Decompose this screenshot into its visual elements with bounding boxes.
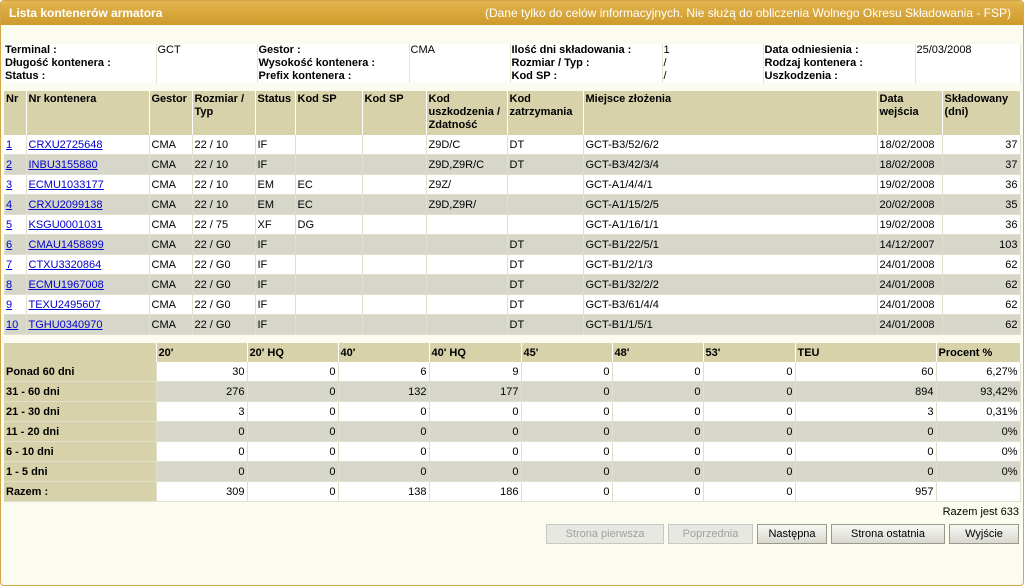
table-cell: EM [255, 195, 295, 215]
table-cell: 24/01/2008 [877, 275, 942, 295]
table-cell: 35 [942, 195, 1020, 215]
info-value [915, 70, 1020, 83]
summary-cell: 0% [936, 442, 1020, 462]
table-cell: 36 [942, 175, 1020, 195]
last-page-button[interactable]: Strona ostatnia [831, 524, 945, 544]
table-cell: 24/01/2008 [877, 295, 942, 315]
summary-cell: 0 [429, 402, 521, 422]
summary-cell: 3 [795, 402, 936, 422]
table-row [4, 255, 1020, 275]
summary-column-header: 45' [521, 343, 612, 362]
info-label: Terminal : [5, 44, 57, 56]
summary-cell: 186 [429, 482, 521, 502]
table-cell [426, 275, 507, 295]
table-cell [362, 235, 426, 255]
row-number-link[interactable]: 10 [6, 318, 19, 331]
summary-cell: 0 [703, 482, 795, 502]
table-cell [26, 235, 149, 255]
table-cell: 24/01/2008 [877, 255, 942, 275]
summary-row [4, 382, 1020, 402]
table-cell [426, 235, 507, 255]
summary-cell: 0 [247, 422, 338, 442]
summary-cell: 138 [338, 482, 429, 502]
table-cell: IF [255, 155, 295, 175]
container-number-link[interactable]: ECMU1967008 [28, 278, 104, 291]
table-cell: Z9D,Z9R/ [426, 195, 507, 215]
column-header[interactable]: Miejsce złożenia [583, 91, 877, 135]
summary-column-header: 20' HQ [247, 343, 338, 362]
table-cell: IF [255, 315, 295, 335]
summary-cell: 0 [156, 442, 247, 462]
summary-cell: 0 [612, 442, 703, 462]
summary-cell: 0 [612, 402, 703, 422]
table-cell [26, 195, 149, 215]
table-cell: 62 [942, 295, 1020, 315]
column-header[interactable]: Kod zatrzymania [507, 91, 583, 135]
table-cell: CMA [149, 155, 192, 175]
table-cell: GCT-A1/16/1/1 [583, 215, 877, 235]
summary-cell: 0 [429, 442, 521, 462]
info-label: Kod SP : [511, 70, 558, 82]
table-cell [426, 215, 507, 235]
info-label: Długość kontenera : [5, 57, 111, 69]
info-value: GCT [156, 44, 257, 57]
table-cell [507, 195, 583, 215]
table-cell: IF [255, 135, 295, 155]
summary-cell: 309 [156, 482, 247, 502]
summary-column-header: 40' HQ [429, 343, 521, 362]
table-cell: GCT-A1/4/4/1 [583, 175, 877, 195]
previous-page-button[interactable]: Poprzednia [668, 524, 753, 544]
summary-cell: 957 [795, 482, 936, 502]
table-cell: 14/12/2007 [877, 235, 942, 255]
table-cell [26, 275, 149, 295]
table-cell [26, 155, 149, 175]
summary-row-label: 6 - 10 dni [4, 442, 156, 462]
table-cell: GCT-B3/61/4/4 [583, 295, 877, 315]
table-cell: 62 [942, 255, 1020, 275]
row-number-link[interactable]: 6 [6, 238, 13, 251]
table-cell: GCT-B3/52/6/2 [583, 135, 877, 155]
row-number-link[interactable]: 1 [6, 138, 13, 151]
summary-cell: 0 [521, 482, 612, 502]
table-row [4, 295, 1020, 315]
table-cell: Z9D/C [426, 135, 507, 155]
table-cell [362, 155, 426, 175]
summary-column-header: Procent % [936, 343, 1020, 362]
table-cell [4, 295, 26, 315]
table-cell: 24/01/2008 [877, 315, 942, 335]
info-label: Rozmiar / Typ : [511, 57, 590, 69]
table-cell: 18/02/2008 [877, 135, 942, 155]
column-header[interactable]: Rozmiar / Typ [192, 91, 255, 135]
column-header[interactable]: Kod SP [362, 91, 426, 135]
summary-cell: 0 [612, 422, 703, 442]
summary-cell: 0 [795, 462, 936, 482]
table-cell: IF [255, 235, 295, 255]
table-cell: CMA [149, 135, 192, 155]
row-number-link[interactable]: 8 [6, 278, 13, 291]
summary-row [4, 462, 1020, 482]
table-cell [295, 155, 362, 175]
table-cell: 22 / G0 [192, 275, 255, 295]
summary-cell: 0 [247, 462, 338, 482]
table-row [4, 155, 1020, 175]
summary-cell: 0,31% [936, 402, 1020, 422]
table-cell: DT [507, 315, 583, 335]
table-cell [26, 315, 149, 335]
info-value [915, 57, 1020, 70]
table-cell: CMA [149, 255, 192, 275]
table-cell [295, 315, 362, 335]
summary-cell: 0% [936, 462, 1020, 482]
summary-table [4, 343, 1021, 502]
next-page-button[interactable]: Następna [757, 524, 827, 544]
summary-cell: 6,27% [936, 362, 1020, 382]
info-value: CMA [409, 44, 510, 57]
column-header[interactable]: Gestor [149, 91, 192, 135]
column-header[interactable]: Nr kontenera [26, 91, 149, 135]
summary-cell: 0 [612, 462, 703, 482]
table-cell: CMA [149, 195, 192, 215]
table-cell [295, 235, 362, 255]
table-cell: CMA [149, 215, 192, 235]
table-cell [4, 315, 26, 335]
container-number-link[interactable]: KSGU0001031 [28, 218, 103, 231]
summary-cell: 0 [338, 462, 429, 482]
summary-cell: 177 [429, 382, 521, 402]
window-title: Lista kontenerów armatora [9, 6, 163, 20]
summary-cell: 0 [521, 362, 612, 382]
summary-cell: 0 [156, 462, 247, 482]
table-cell [295, 295, 362, 315]
summary-cell: 9 [429, 362, 521, 382]
table-cell: DT [507, 155, 583, 175]
table-cell: 22 / 10 [192, 195, 255, 215]
table-cell [4, 155, 26, 175]
table-cell [4, 195, 26, 215]
summary-cell: 0 [247, 402, 338, 422]
table-cell [26, 295, 149, 315]
pager-buttons [546, 524, 1019, 544]
table-cell: DG [295, 215, 362, 235]
table-row [4, 215, 1020, 235]
summary-cell: 0 [612, 362, 703, 382]
table-cell [295, 135, 362, 155]
table-cell [426, 315, 507, 335]
summary-cell: 276 [156, 382, 247, 402]
summary-cell: 0 [703, 462, 795, 482]
table-cell [4, 175, 26, 195]
summary-cell: 0 [338, 442, 429, 462]
summary-row-label: Razem : [4, 482, 156, 502]
info-label: Uszkodzenia : [764, 70, 838, 82]
container-number-link[interactable]: CTXU3320864 [28, 258, 102, 271]
table-cell [426, 255, 507, 275]
table-cell: 62 [942, 275, 1020, 295]
summary-cell: 894 [795, 382, 936, 402]
table-cell: EC [295, 175, 362, 195]
table-cell: 37 [942, 155, 1020, 175]
summary-cell: 60 [795, 362, 936, 382]
container-number-link[interactable]: CRXU2725648 [28, 138, 103, 151]
summary-cell: 0 [429, 422, 521, 442]
table-cell: GCT-B3/42/3/4 [583, 155, 877, 175]
column-header[interactable]: Kod SP [295, 91, 362, 135]
table-cell [4, 235, 26, 255]
table-cell: 36 [942, 215, 1020, 235]
summary-cell: 30 [156, 362, 247, 382]
container-number-link[interactable]: CRXU2099138 [28, 198, 103, 211]
summary-cell: 0 [703, 382, 795, 402]
column-header[interactable]: Składowany (dni) [942, 91, 1020, 135]
table-cell [26, 135, 149, 155]
summary-cell: 132 [338, 382, 429, 402]
container-number-link[interactable]: TGHU0340970 [28, 318, 103, 331]
summary-column-header: 48' [612, 343, 703, 362]
filter-info-table [4, 44, 1021, 83]
exit-button[interactable]: Wyjście [949, 524, 1019, 544]
info-value: / [662, 70, 763, 83]
summary-cell: 0 [429, 462, 521, 482]
table-cell: Z9D,Z9R/C [426, 155, 507, 175]
table-cell: CMA [149, 295, 192, 315]
summary-cell: 0 [612, 382, 703, 402]
summary-row [4, 482, 1020, 502]
table-cell [362, 135, 426, 155]
summary-column-header: TEU [795, 343, 936, 362]
table-row [4, 175, 1020, 195]
table-cell [362, 275, 426, 295]
info-row [4, 44, 1020, 57]
table-cell [26, 175, 149, 195]
title-bar [1, 1, 1023, 25]
summary-cell: 0 [521, 462, 612, 482]
table-cell: IF [255, 255, 295, 275]
info-label: Gestor : [258, 44, 301, 56]
summary-row-label: 21 - 30 dni [4, 402, 156, 422]
summary-cell: 0 [612, 482, 703, 502]
summary-cell: 0 [703, 402, 795, 422]
table-cell: 19/02/2008 [877, 215, 942, 235]
table-cell: EM [255, 175, 295, 195]
table-cell [362, 215, 426, 235]
table-cell: CMA [149, 315, 192, 335]
summary-cell: 0 [247, 382, 338, 402]
row-number-link[interactable]: 9 [6, 298, 13, 311]
table-cell [4, 275, 26, 295]
summary-column-header: 53' [703, 343, 795, 362]
table-cell: DT [507, 135, 583, 155]
info-value [409, 70, 510, 83]
info-value [156, 70, 257, 83]
table-cell: XF [255, 215, 295, 235]
summary-cell: 6 [338, 362, 429, 382]
table-cell: GCT-B1/22/5/1 [583, 235, 877, 255]
summary-cell: 3 [156, 402, 247, 422]
table-cell: CMA [149, 175, 192, 195]
table-cell: GCT-B1/32/2/2 [583, 275, 877, 295]
table-cell [4, 135, 26, 155]
table-cell [295, 255, 362, 275]
table-cell: 22 / G0 [192, 295, 255, 315]
summary-cell: 0 [521, 402, 612, 422]
table-cell: 18/02/2008 [877, 155, 942, 175]
table-cell: DT [507, 235, 583, 255]
summary-column-header: 40' [338, 343, 429, 362]
summary-cell: 0 [703, 422, 795, 442]
row-number-link[interactable]: 3 [6, 178, 13, 191]
info-label: Ilość dni składowania : [511, 44, 632, 56]
table-cell: Z9Z/ [426, 175, 507, 195]
table-cell [26, 255, 149, 275]
summary-cell: 0 [247, 362, 338, 382]
container-number-link[interactable]: ECMU1033177 [28, 178, 104, 191]
container-number-link[interactable]: CMAU1458899 [28, 238, 104, 251]
table-cell: CMA [149, 275, 192, 295]
table-cell: 20/02/2008 [877, 195, 942, 215]
table-row [4, 315, 1020, 335]
table-cell: 22 / G0 [192, 235, 255, 255]
info-label: Status : [5, 70, 46, 82]
info-value: 25/03/2008 [915, 44, 1020, 57]
summary-row [4, 362, 1020, 382]
table-cell [295, 275, 362, 295]
row-number-link[interactable]: 2 [6, 158, 13, 171]
table-cell [362, 195, 426, 215]
summary-cell: 93,42% [936, 382, 1020, 402]
table-cell: 62 [942, 315, 1020, 335]
table-row [4, 275, 1020, 295]
info-row [4, 57, 1020, 70]
info-value: / [662, 57, 763, 70]
info-row [4, 70, 1020, 83]
row-number-link[interactable]: 4 [6, 198, 13, 211]
summary-cell: 0 [521, 442, 612, 462]
summary-cell: 0% [936, 422, 1020, 442]
summary-row-label: 11 - 20 dni [4, 422, 156, 442]
column-header[interactable]: Status [255, 91, 295, 135]
summary-cell: 0 [795, 422, 936, 442]
column-header[interactable]: Data wejścia [877, 91, 942, 135]
table-cell: GCT-A1/15/2/5 [583, 195, 877, 215]
table-cell [362, 295, 426, 315]
summary-row [4, 422, 1020, 442]
info-label: Wysokość kontenera : [258, 57, 376, 69]
table-cell: EC [295, 195, 362, 215]
summary-cell [936, 482, 1020, 502]
summary-column-header: 20' [156, 343, 247, 362]
table-cell: 22 / G0 [192, 315, 255, 335]
table-cell [507, 175, 583, 195]
table-cell [362, 255, 426, 275]
total-count: Razem jest 633 [942, 506, 1019, 518]
container-table [4, 91, 1021, 335]
table-cell: DT [507, 275, 583, 295]
info-value: 1 [662, 44, 763, 57]
table-cell [26, 215, 149, 235]
table-cell: DT [507, 255, 583, 275]
summary-row-label: 1 - 5 dni [4, 462, 156, 482]
table-cell: 22 / 10 [192, 135, 255, 155]
table-cell [4, 255, 26, 275]
table-cell [426, 295, 507, 315]
table-cell [4, 215, 26, 235]
table-row [4, 235, 1020, 255]
summary-cell: 0 [703, 442, 795, 462]
summary-cell: 0 [703, 362, 795, 382]
summary-cell: 0 [521, 382, 612, 402]
table-cell: 22 / 10 [192, 155, 255, 175]
table-cell [507, 215, 583, 235]
info-label: Data odniesienia : [764, 44, 859, 56]
summary-row-label: 31 - 60 dni [4, 382, 156, 402]
column-header[interactable]: Nr [4, 91, 26, 135]
table-cell: DT [507, 295, 583, 315]
summary-cell: 0 [247, 482, 338, 502]
table-cell: 103 [942, 235, 1020, 255]
table-cell: 22 / 10 [192, 175, 255, 195]
table-cell: IF [255, 295, 295, 315]
info-value [409, 57, 510, 70]
summary-cell: 0 [338, 402, 429, 422]
summary-cell: 0 [247, 442, 338, 462]
table-cell: 22 / G0 [192, 255, 255, 275]
table-cell: IF [255, 275, 295, 295]
row-number-link[interactable]: 5 [6, 218, 13, 231]
table-header-row [4, 91, 1020, 135]
table-cell [362, 315, 426, 335]
table-cell: GCT-B1/2/1/3 [583, 255, 877, 275]
table-row [4, 195, 1020, 215]
summary-column-header [4, 343, 156, 362]
info-label: Rodzaj kontenera : [764, 57, 863, 69]
table-cell: 37 [942, 135, 1020, 155]
info-label: Prefix kontenera : [258, 70, 352, 82]
table-cell: CMA [149, 235, 192, 255]
summary-cell: 0 [338, 422, 429, 442]
table-cell [362, 175, 426, 195]
summary-cell: 0 [521, 422, 612, 442]
table-cell: 22 / 75 [192, 215, 255, 235]
table-cell: GCT-B1/1/5/1 [583, 315, 877, 335]
container-number-link[interactable]: TEXU2495607 [28, 298, 101, 311]
info-note: (Dane tylko do celów informacyjnych. Nie służą do obliczenia Wolnego Okresu Składowania - FSP) [484, 6, 1011, 20]
column-header[interactable]: Kod uszkodzenia / Zdatność [426, 91, 507, 135]
first-page-button[interactable]: Strona pierwsza [546, 524, 664, 544]
summary-cell: 0 [156, 422, 247, 442]
row-number-link[interactable]: 7 [6, 258, 13, 271]
summary-row [4, 442, 1020, 462]
info-value [156, 57, 257, 70]
table-row [4, 135, 1020, 155]
summary-header-row [4, 343, 1020, 362]
container-number-link[interactable]: INBU3155880 [28, 158, 98, 171]
summary-row [4, 402, 1020, 422]
table-cell: 19/02/2008 [877, 175, 942, 195]
summary-row-label: Ponad 60 dni [4, 362, 156, 382]
summary-cell: 0 [795, 442, 936, 462]
